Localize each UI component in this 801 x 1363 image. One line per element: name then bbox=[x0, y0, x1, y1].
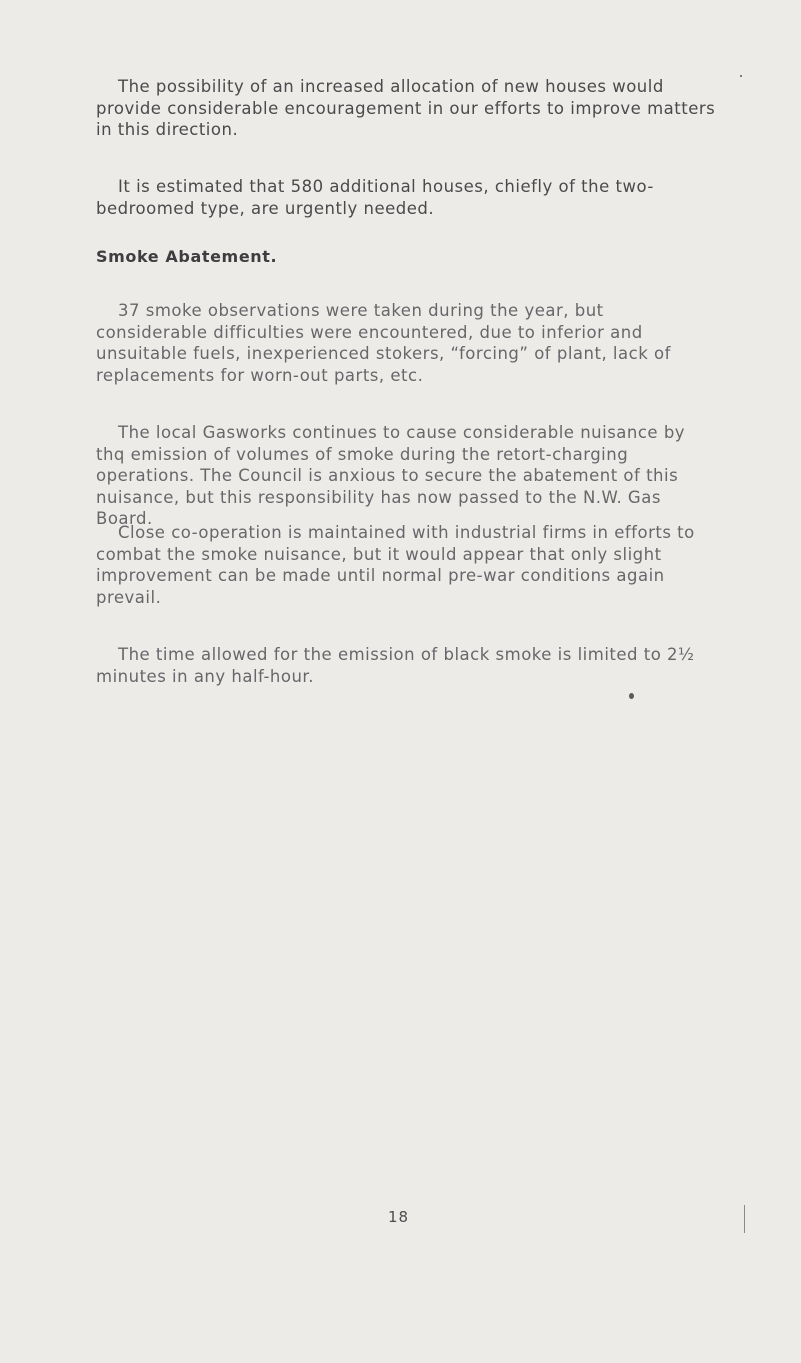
paragraph-housing-allocation: The possibility of an increased allocation of new houses would provide considerable encouragement in our efforts to improve matters in this direction. bbox=[96, 77, 716, 139]
paragraph-black-smoke-limit: The time allowed for the emission of black smoke is limited to 2½ minutes in any half-hour. bbox=[96, 645, 695, 686]
page-number: 18 bbox=[388, 1208, 410, 1226]
ink-speck bbox=[629, 693, 634, 699]
ink-speck bbox=[740, 75, 742, 77]
paragraph-smoke-observations: 37 smoke observations were taken during the year, but considerable difficulties were encountered, due to inferior and unsuitable fuels, inexperienced stokers, “forcing” of plant, lack of replacements for worn-out parts, etc. bbox=[96, 301, 671, 385]
scan-mark bbox=[744, 1205, 745, 1233]
paragraph-gasworks-nuisance: The local Gasworks continues to cause considerable nuisance by thq emission of volumes of smoke during the retort-charging operations. The Council is anxious to secure the abatement of this nuisance, but this responsibility has now passed to the N.W. Gas Board. bbox=[96, 423, 686, 528]
paragraph-industrial-cooperation: Close co-operation is maintained with industrial firms in efforts to combat the smoke nuisance, but it would appear that only slight improvement can be made until normal pre-war conditions again prevail. bbox=[96, 523, 695, 607]
section-heading-smoke-abatement: Smoke Abatement. bbox=[96, 247, 278, 266]
paragraph-houses-needed: It is estimated that 580 additional houses, chiefly of the two-bedroomed type, are urgently needed. bbox=[96, 177, 654, 218]
